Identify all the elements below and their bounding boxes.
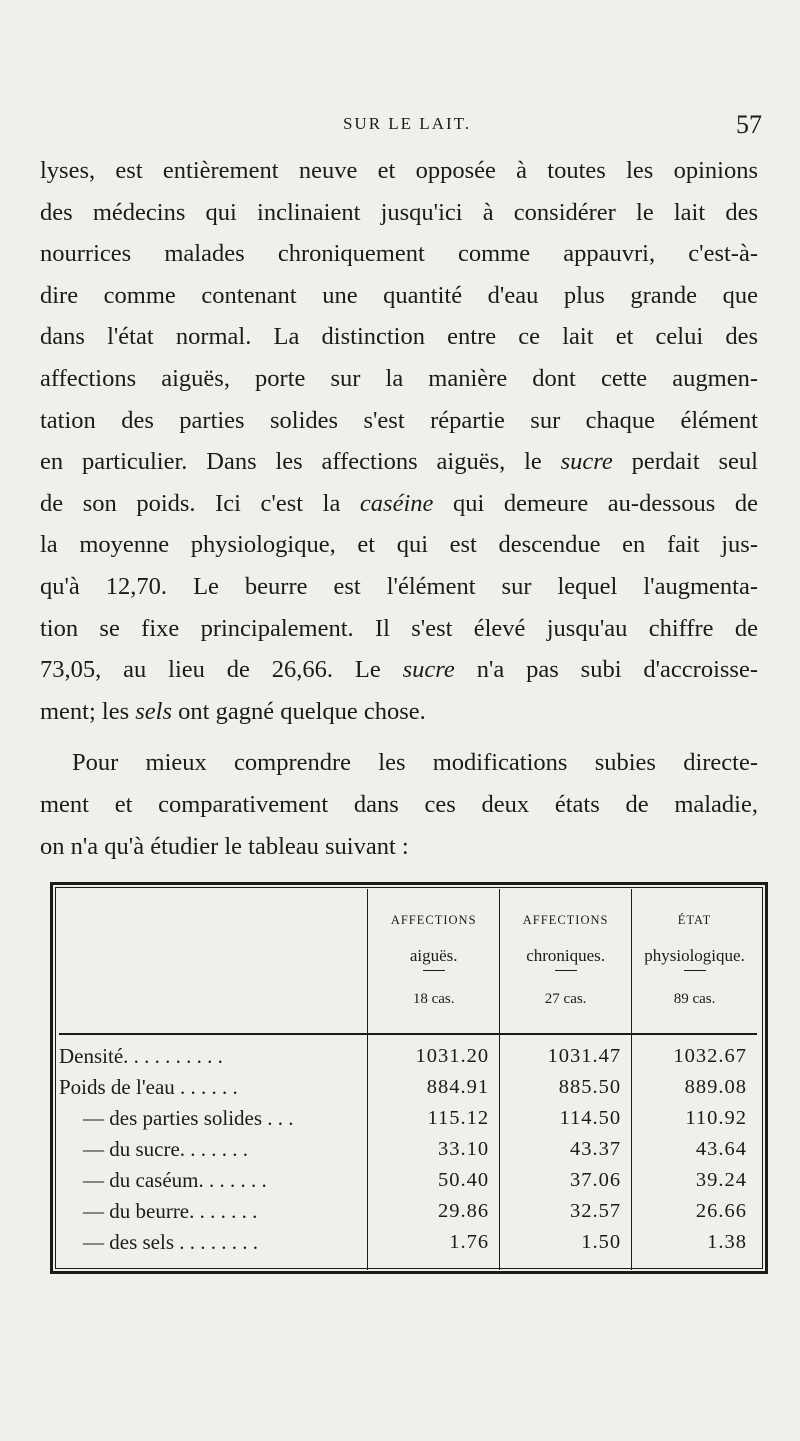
cell-value: 32.57 [500,1196,632,1227]
data-table [59,889,757,1270]
cell-value: 885.50 [500,1072,632,1103]
cell-value: 110.92 [632,1103,757,1134]
text-line: dire comme contenant une quantité d'eau plus grande que [40,281,758,309]
column-header-acute [368,889,500,1034]
italic-word: caséine [359,489,434,517]
table-row [59,1041,757,1072]
cell-value: 1.50 [500,1227,632,1258]
row-label: — du sucre. . . . . . . [83,1137,249,1161]
cell-value: 1031.20 [368,1041,500,1072]
text-line: affections aiguës, porte sur la manière dont cette augmen- [40,364,758,392]
text-line [40,441,758,483]
column-header-line3: 89 cas. [673,991,716,1007]
text-line: dans l'état normal. La distinction entre ce lait et celui des [40,323,758,351]
running-head [52,110,762,140]
cell-value: 37.06 [500,1165,632,1196]
text-run: qui demeure au-dessous de [433,489,759,517]
cell-value: 33.10 [368,1134,500,1165]
text-run: 73,05, au lieu de 26,66. Le [40,656,403,684]
cell-value: 889.08 [632,1072,757,1103]
column-header-line1: AFFECTIONS [522,913,609,927]
column-header-chronic [500,889,632,1034]
row-label: Densité. . . . . . . . . . [59,1044,223,1068]
paragraph-1 [40,150,758,732]
column-header-line3: 27 cas. [544,991,587,1007]
text-run: ont gagné quelque chose. [172,697,426,725]
row-label: — des sels . . . . . . . . [83,1230,258,1254]
column-header-line1: AFFECTIONS [390,913,477,927]
cell-value: 1032.67 [632,1041,757,1072]
column-header-line2: physiologique. [644,946,745,965]
header-divider [684,970,706,971]
cell-value: 1.76 [368,1227,500,1258]
column-header-physiological [632,889,757,1034]
table-row [59,1072,757,1103]
cell-value: 884.91 [368,1072,500,1103]
cell-value: 115.12 [368,1103,500,1134]
running-title: SUR LE LAIT. [342,114,472,133]
column-header-line2: aiguës. [409,946,458,965]
text-line [40,649,758,691]
milk-composition-table [50,882,768,1274]
cell-value: 43.37 [500,1134,632,1165]
table-row [59,1196,757,1227]
table-row [59,1227,757,1258]
row-label: Poids de l'eau . . . . . . [59,1075,238,1099]
text-line: nourrices malades chroniquement comme appauvri, c'est-à- [40,240,758,268]
text-line: tation des parties solides s'est répartie sur chaque élément [40,406,758,434]
text-line: on n'a qu'à étudier le tableau suivant : [40,832,409,860]
text-line [40,483,758,525]
text-line: tion se fixe principalement. Il s'est élevé jusqu'au chiffre de [40,614,758,642]
row-label: — du beurre. . . . . . . [83,1199,258,1223]
header-separator [59,1034,757,1041]
cell-value: 43.64 [632,1134,757,1165]
row-label: — des parties solides . . . [83,1106,294,1130]
text-line: ment et comparativement dans ces deux états de maladie, [40,790,758,818]
header-divider [555,970,577,971]
header-blank-cell [59,889,368,1034]
text-line: lyses, est entièrement neuve et opposée à toutes les opinions [40,157,758,184]
text-run: n'a pas subi d'accroisse- [454,656,758,684]
page-number: 57 [736,110,762,139]
column-header-line2: chroniques. [526,946,606,965]
cell-value: 39.24 [632,1165,757,1196]
table-row [59,1103,757,1134]
text-line: qu'à 12,70. Le beurre est l'élément sur lequel l'augmenta- [40,572,758,600]
text-line [40,691,758,733]
cell-value: 50.40 [368,1165,500,1196]
cell-value: 1031.47 [500,1041,632,1072]
row-label: — du caséum. . . . . . . [83,1168,267,1192]
cell-value: 26.66 [632,1196,757,1227]
italic-word: sucre [560,448,613,476]
italic-word: sels [135,697,173,725]
cell-value: 114.50 [500,1103,632,1134]
body-text [40,150,758,867]
text-line: Pour mieux comprendre les modifications subies directe- [72,749,758,777]
text-line: des médecins qui inclinaient jusqu'ici à considérer le lait des [40,198,758,226]
table-row [59,1134,757,1165]
text-line: la moyenne physiologique, et qui est descendue en fait jus- [40,531,758,559]
cell-value: 29.86 [368,1196,500,1227]
column-header-line3: 18 cas. [412,991,455,1007]
italic-word: sucre [402,656,455,684]
table-row [59,1165,757,1196]
text-run: en particulier. Dans les affections aiguës, le [40,448,561,476]
header-divider [423,970,445,971]
table-header-row [59,889,757,1034]
cell-value: 1.38 [632,1227,757,1258]
column-header-line1: ÉTAT [677,913,712,927]
text-run: de son poids. Ici c'est la [40,489,360,517]
table-bottom-pad [59,1258,757,1270]
paragraph-2 [40,742,758,867]
text-run: perdait seul [612,448,758,476]
text-run: ment; les [40,697,136,725]
